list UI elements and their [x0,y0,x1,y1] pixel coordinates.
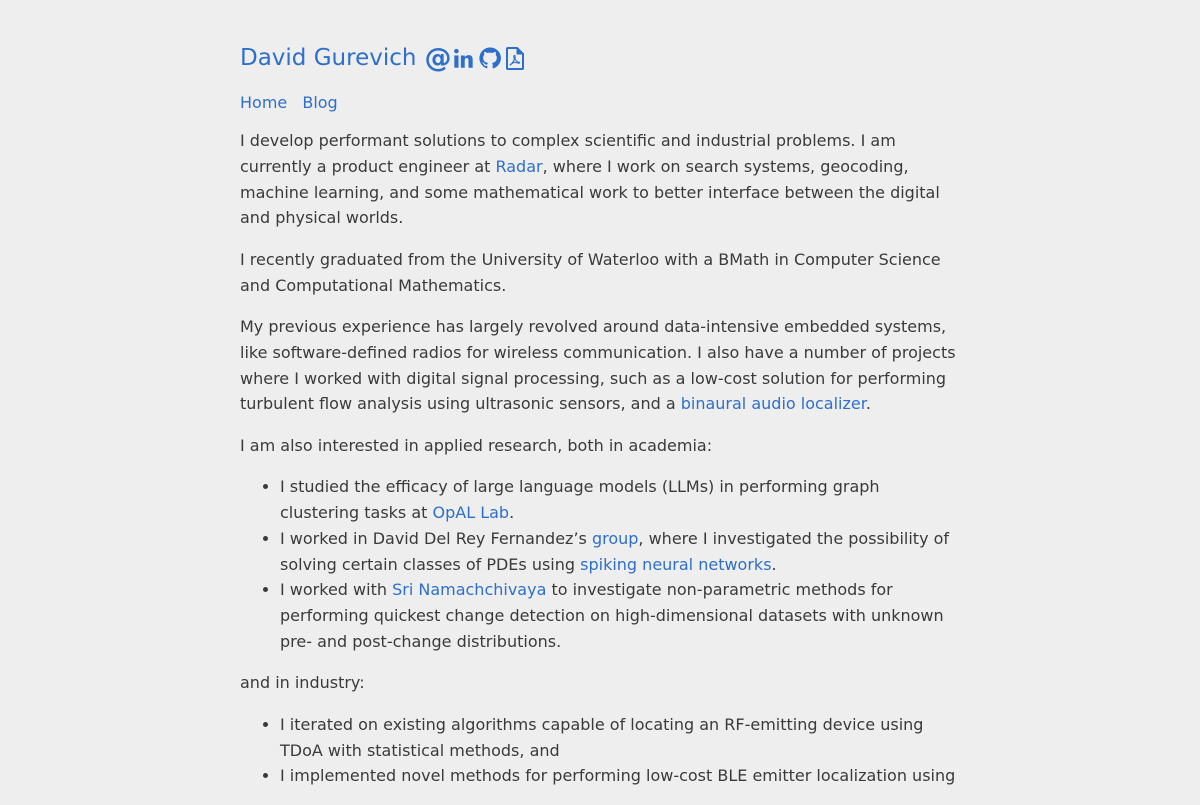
academia-list [240,474,962,655]
group-link[interactable]: group [591,528,639,548]
list-item [280,474,962,526]
at-icon[interactable]: @ [424,42,452,74]
text: to investigate non-parametric methods for performing quickest change detection on high-dimensional datasets with unknown pre- and post-change distributions. [280,580,944,651]
list-item: • I implemented novel methods for performing low-cost BLE emitter localization using [280,763,962,789]
text: . [771,554,777,574]
text: My previous experience has largely revolved around data-intensive embedded systems, like software-defined radios for wireless communication. I also have a number of projects where I worked with digital signal processing, such as a low-cost solution for performing turbulent flow analysis using ultrasonic sensors, and a [240,316,956,414]
social-icons [424,42,529,74]
text: I worked with [280,580,393,600]
list-item: • I iterated on existing algorithms capable of locating an RF-emitting device using TDoA with statistical methods, and [280,712,962,764]
text: I develop performant solutions to complex scientific and industrial problems. I am currently a product engineer at [240,131,896,176]
nav-home-link[interactable]: Home [240,93,288,112]
sri-namachchivaya-link[interactable]: Sri Namachchivaya [392,580,547,600]
spiking-neural-networks-link[interactable]: spiking neural networks [580,554,772,574]
text: I studied the efficacy of large language models (LLMs) in performing graph clustering tasks at [280,477,880,522]
industry-intro: and in industry: [240,673,365,693]
nav-bar [240,93,962,117]
text: I worked in David Del Rey Fernandez’s [280,528,592,548]
nav-blog-link[interactable]: Blog [302,93,338,112]
text: . [509,502,515,522]
main-content [240,128,962,789]
text: , where I investigated the possibility of solving certain classes of PDEs using [280,528,950,574]
intro-paragraph-3 [240,314,962,417]
intro-paragraph-1 [240,128,962,231]
github-icon[interactable] [479,47,501,69]
header [240,42,962,74]
industry-list [240,712,962,789]
binaural-audio-localizer-link[interactable]: binaural audio localizer [680,394,866,414]
intro-paragraph-4: I am also interested in applied research, both in academia: [240,435,713,455]
site-title-link[interactable]: David Gurevich [240,45,417,71]
text: . [865,394,871,414]
opal-lab-link[interactable]: OpAL Lab [432,502,510,522]
linkedin-icon[interactable] [453,48,474,69]
list-item [280,577,962,654]
radar-link[interactable]: Radar [495,156,543,176]
intro-paragraph-2: I recently graduated from the University of Waterloo with a BMath in Computer Science and Computational Mathematics. [240,249,941,295]
pdf-icon[interactable] [506,47,524,70]
page-container [240,0,962,805]
list-item [280,526,962,578]
text: , where I work on search systems, geocoding, machine learning, and some mathematical work to better interface between the digital and physical worlds. [240,156,940,228]
